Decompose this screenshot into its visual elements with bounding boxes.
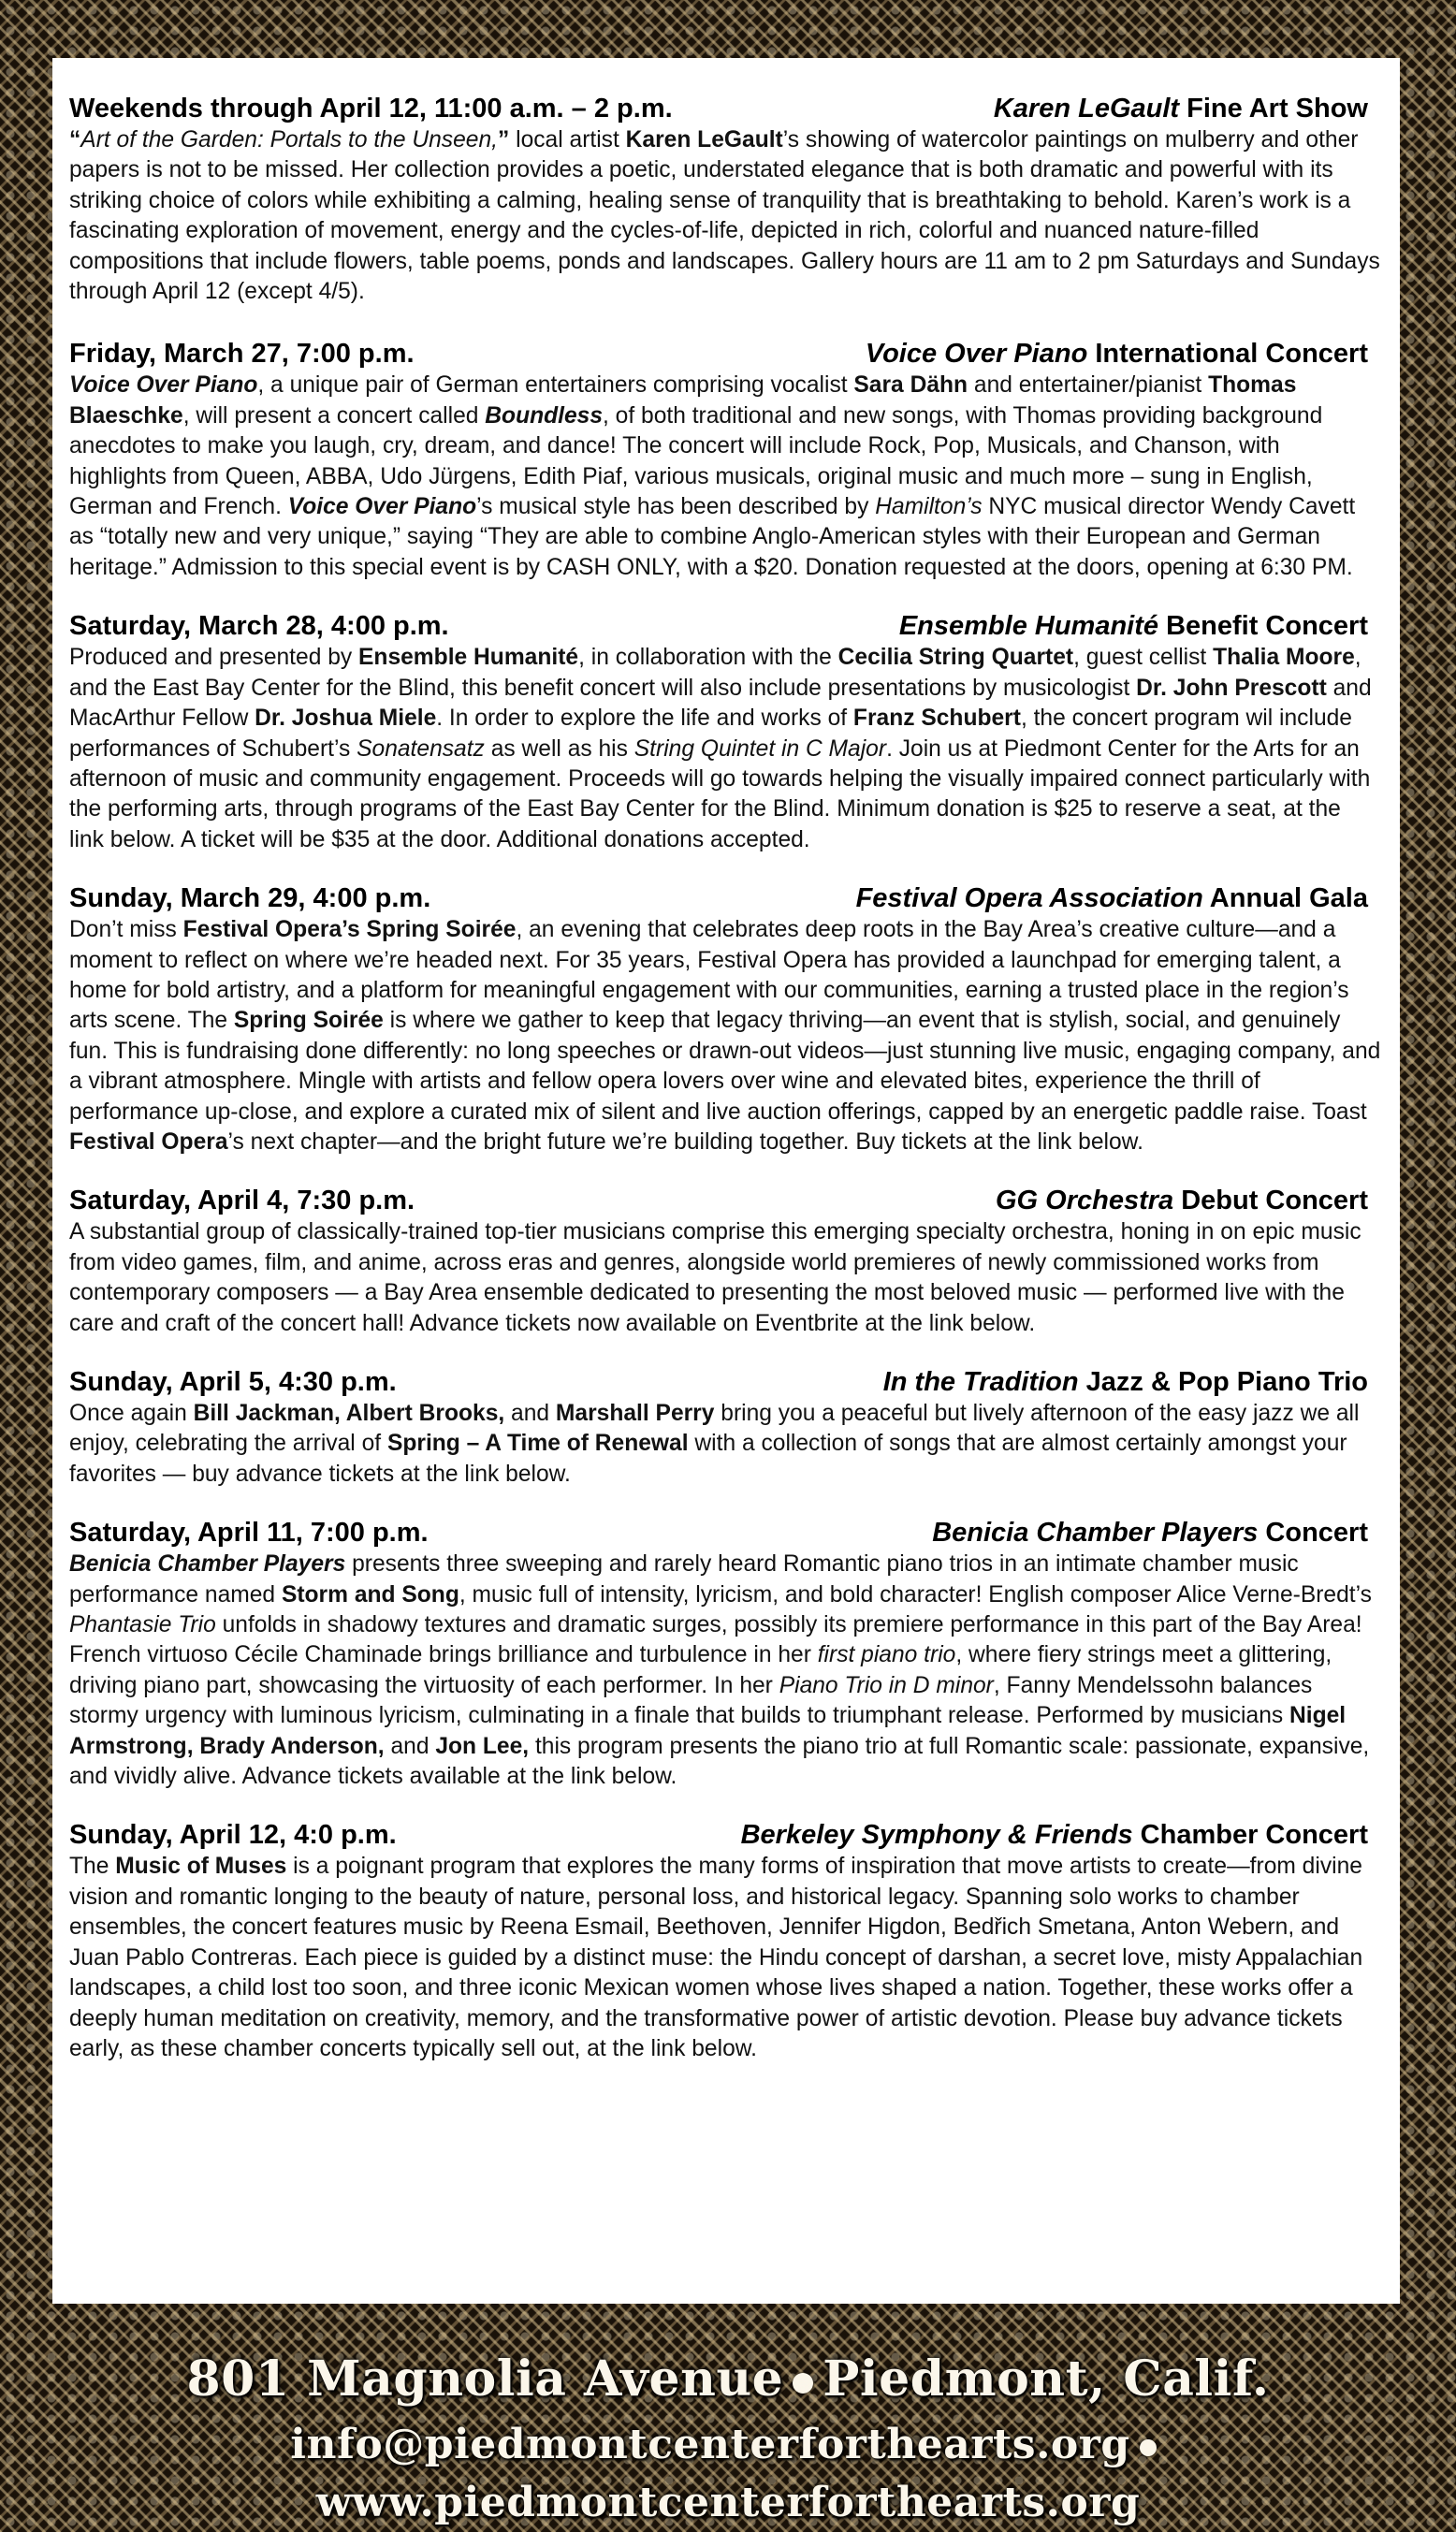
description-segment: is a poignant program that explores the many forms of inspiration that move artists to create—from divine vision and romantic longing to the beauty of nature, personal loss, and historical legacy. Spanning solo works to chamber ensembles, the concert features music by Reena Esmail, Beethoven, Jennifer Higdon, Bedřich Smetana, Anton Webern, and Juan Pablo Contreras. Each piece is guided by a distinct muse: the Hindu concept of darshan, a secret love, misty Appalachian landscapes, a child lost too soon, and three iconic Mexican women whose lives shaped a nation. Together, these works offer a deeply human meditation on creativity, memory, and the transformative power of artistic devotion. Please buy advance tickets early, as these chamber concerts typically sell out, at the link below. — [69, 1854, 1363, 2061]
description-segment: . Join us at Piedmont Center for the Arts for an afternoon of music and community engagement. Proceeds will go towards helping the visually impaired connect particularly with the performing arts, through programs of the East Bay Center for the Blind. Minimum donation is $25 to reserve a seat, at the link below. A ticket will be $35 at the door. Additional donations accepted. — [69, 735, 1371, 852]
event-heading — [69, 92, 1381, 125]
footer-city: Piedmont, Calif. — [823, 2350, 1270, 2408]
event-title — [856, 881, 1368, 915]
description-segment: Sara Dähn — [853, 372, 968, 399]
event-listing — [69, 92, 1381, 307]
description-segment: and — [384, 1733, 436, 1759]
description-segment: Voice Over Piano — [287, 494, 477, 520]
description-segment: Music of Muses — [115, 1854, 287, 1880]
event-description — [69, 125, 1381, 307]
description-segment: Thomas Blaeschke — [69, 372, 1297, 429]
description-segment: ’s showing of watercolor paintings on mulberry and other papers is not to be missed. Her collection provides a poetic, understated elegance that is both dramatic and powerful with its striking choice of colors while exhibiting a calming, healing sense of tranquility that is breathtaking to behold. Karen’s work is a fascinating exploration of movement, energy and the cycles-of-life, depicted in rich, colorful and nuanced nature-filled compositions that include flowers, table poems, ponds and landscapes. Gallery hours are 11 am to 2 pm Saturdays and Sundays through April 12 (except 4/5). — [69, 127, 1380, 305]
description-segment: , an evening that celebrates deep roots in the Bay Area’s creative culture—and a moment to reflect on where we’re headed next. For 35 years, Festival Opera has provided a launchpad for emerging talent, a home for bold artistry, and a platform for meaningful engagement with our communities, earning a trusted place in the region’s arts scene. The — [69, 917, 1349, 1034]
event-title-rest: Concert — [1258, 1518, 1368, 1549]
event-title — [996, 1184, 1368, 1217]
description-segment: A substantial group of classically-trained top-tier musicians comprise this emerging specialty orchestra, honing in on epic music from video games, film, and anime, across eras and genres, alongside world premieres of newly commissioned works from contemporary composers — a Bay Area ensemble dedicated to presenting the most beloved music — performed live with the care and craft of the concert hall! Advance tickets now available on Eventbrite at the link below. — [69, 1219, 1361, 1336]
event-title — [994, 92, 1368, 125]
event-date: Weekends through April 12, 11:00 a.m. – 2 p.m. — [69, 94, 673, 124]
description-segment: . In order to explore the life and works of — [436, 706, 853, 732]
description-segment: String Quintet in C Major — [633, 735, 887, 762]
description-segment: Don’t miss — [69, 917, 183, 943]
event-listing — [69, 1184, 1381, 1339]
description-segment: Sonatensatz — [357, 735, 485, 762]
bullet-icon — [793, 2373, 813, 2394]
event-title-italic: Karen LeGault — [993, 94, 1180, 124]
description-segment: and — [504, 1401, 556, 1426]
event-title-italic: Benicia Chamber Players — [932, 1518, 1259, 1549]
description-segment: “ — [69, 127, 81, 153]
event-title-rest: Jazz & Pop Piano Trio — [1078, 1367, 1368, 1397]
description-segment: The — [69, 1854, 116, 1880]
events-panel — [52, 58, 1400, 2304]
footer-website[interactable]: www.piedmontcenterforthearts.org — [315, 2479, 1141, 2526]
event-heading — [69, 1818, 1381, 1852]
event-title — [741, 1818, 1368, 1852]
event-heading — [69, 1184, 1381, 1217]
description-segment: Benicia Chamber Players — [69, 1551, 346, 1578]
description-segment: , a unique pair of German entertainers comprising vocalist — [257, 372, 854, 399]
event-title — [866, 337, 1368, 371]
description-segment: Voice Over Piano — [69, 372, 258, 399]
description-segment: presents three sweeping and rarely heard Romantic piano trios in an intimate chamber music performance named — [69, 1551, 1299, 1608]
event-description — [69, 1852, 1381, 2064]
event-title-italic: In the Tradition — [882, 1367, 1079, 1397]
event-date: Sunday, April 12, 4:0 p.m. — [69, 1820, 397, 1851]
description-segment: first piano trio — [817, 1642, 956, 1668]
description-segment: NYC musical director Wendy Cavett as “totally new and very unique,” saying “They are able to combine Anglo-American styles with their European and German heritage.” Admission to this special event is by CASH ONLY, with a $20. Donation requested at the doors, opening at 6:30 PM. — [69, 494, 1356, 580]
event-date: Sunday, April 5, 4:30 p.m. — [69, 1367, 397, 1397]
description-segment: Hamilton’s — [875, 494, 983, 520]
description-segment: ’s musical style has been described by — [476, 494, 876, 520]
description-segment: Thalia Moore — [1213, 645, 1355, 671]
description-segment: , Fanny Mendelssohn balances stormy urgency with luminous lyricism, culminating in a finale that builds to triumphant release. Performed by musicians — [69, 1672, 1313, 1729]
event-date: Sunday, March 29, 4:00 p.m. — [69, 883, 431, 914]
description-segment: , the concert program wil include performances of Schubert’s — [69, 706, 1352, 762]
event-description — [69, 371, 1381, 583]
event-title-rest: Chamber Concert — [1132, 1820, 1368, 1851]
footer-address-line — [0, 2347, 1456, 2412]
description-segment: Storm and Song — [281, 1581, 459, 1608]
event-description — [69, 1550, 1381, 1792]
description-segment: Marshall Perry — [555, 1401, 715, 1426]
event-date: Friday, March 27, 7:00 p.m. — [69, 339, 415, 370]
description-segment: , will present a concert called — [182, 402, 486, 429]
description-segment: Once again — [69, 1401, 194, 1426]
description-segment: local artist — [509, 127, 626, 153]
description-segment: Produced and presented by — [69, 645, 359, 671]
description-segment: Boundless — [485, 402, 604, 429]
event-listing — [69, 609, 1381, 855]
description-segment: Dr. Joshua Miele — [255, 706, 437, 732]
description-segment: ’s next chapter—and the bright future we’re building together. Buy tickets at the link below. — [227, 1128, 1143, 1155]
footer-contact-line — [0, 2416, 1456, 2532]
event-title-rest: Debut Concert — [1173, 1186, 1368, 1216]
description-segment: as well as his — [484, 735, 634, 762]
description-segment: Spring – A Time of Renewal — [386, 1431, 689, 1457]
event-listing — [69, 337, 1381, 583]
event-date: Saturday, April 11, 7:00 p.m. — [69, 1518, 429, 1549]
description-segment: , of both traditional and new songs, with Thomas providing background anecdotes to make you laugh, cry, dream, and dance! The concert will include Rock, Pop, Musicals, and Chanson, with highlights from Queen, ABBA, Udo Jürgens, Edith Piaf, various musicals, original music and much more – sung in English, German and French. — [69, 402, 1323, 520]
description-segment: Jon Lee, — [435, 1733, 530, 1759]
footer-address: 801 Magnolia Avenue — [186, 2350, 784, 2408]
event-description — [69, 915, 1381, 1157]
description-segment: and entertainer/pianist — [968, 372, 1209, 399]
event-title-italic: Berkeley Symphony & Friends — [740, 1820, 1133, 1851]
event-heading — [69, 337, 1381, 371]
event-heading — [69, 1516, 1381, 1550]
event-title — [899, 609, 1368, 643]
description-segment: , guest cellist — [1073, 645, 1214, 671]
description-segment: , in collaboration with the — [578, 645, 838, 671]
event-date: Saturday, April 4, 7:30 p.m. — [69, 1186, 415, 1216]
event-title-italic: Festival Opera Association — [855, 883, 1203, 914]
description-segment: Piano Trio in D minor — [779, 1672, 994, 1698]
event-title-rest: International Concert — [1087, 339, 1368, 370]
event-title-italic: GG Orchestra — [995, 1186, 1174, 1216]
description-segment: Festival Opera — [69, 1128, 228, 1155]
event-title-italic: Voice Over Piano — [865, 339, 1088, 370]
event-date: Saturday, March 28, 4:00 p.m. — [69, 611, 449, 642]
event-description — [69, 643, 1381, 855]
description-segment: , music full of intensity, lyricism, and bold character! English composer Alice Verne-Bredt’s — [459, 1581, 1372, 1608]
event-title-italic: Ensemble Humanité — [898, 611, 1159, 642]
event-title — [932, 1516, 1368, 1550]
description-segment: ” — [497, 127, 510, 153]
event-heading — [69, 609, 1381, 643]
event-listing — [69, 881, 1381, 1157]
description-segment: Nigel Armstrong, Brady Anderson, — [69, 1703, 1347, 1759]
event-description — [69, 1217, 1381, 1339]
event-title-rest: Annual Gala — [1202, 883, 1368, 914]
event-listing — [69, 1365, 1381, 1490]
description-segment: Franz Schubert — [852, 706, 1021, 732]
description-segment: Phantasie Trio — [69, 1612, 216, 1638]
bullet-icon — [1140, 2439, 1157, 2456]
description-segment: unfolds in shadowy textures and dramatic surges, possibly its premiere performance in this part of the Bay Area! French virtuoso Cécile Chaminade brings brilliance and turbulence in her — [69, 1612, 1362, 1668]
description-segment: this program presents the piano trio at full Romantic scale: passionate, expansive, and vividly alive. Advance tickets available at the link below. — [69, 1733, 1370, 1790]
description-segment: Spring Soirée — [233, 1008, 384, 1034]
event-listing — [69, 1516, 1381, 1792]
description-segment: bring you a peaceful but lively afternoon of the easy jazz we all enjoy, celebrating the arrival of — [69, 1401, 1360, 1457]
event-description — [69, 1399, 1381, 1490]
description-segment: Bill Jackman, Albert Brooks, — [193, 1401, 505, 1426]
event-heading — [69, 1365, 1381, 1399]
description-segment: Karen LeGault — [625, 127, 783, 153]
description-segment: , and the East Bay Center for the Blind, this benefit concert will also include presentations by musicologist — [69, 645, 1361, 701]
description-segment: Cecilia String Quartet — [837, 645, 1074, 671]
event-listing — [69, 1818, 1381, 2064]
event-title-rest: Benefit Concert — [1158, 611, 1368, 642]
description-segment: Festival Opera’s Spring Soirée — [182, 917, 517, 943]
event-title-rest: Fine Art Show — [1179, 94, 1368, 124]
footer-email[interactable]: info@piedmontcenterforthearts.org — [290, 2421, 1130, 2468]
event-title — [883, 1365, 1368, 1399]
description-segment: Art of the Garden: Portals to the Unseen, — [80, 127, 498, 153]
description-segment: with a collection of songs that are almost certainly amongst your favorites — buy advance tickets at the link below. — [69, 1431, 1347, 1487]
description-segment: Dr. John Prescott — [1136, 675, 1327, 701]
description-segment: , where fiery strings meet a glittering, driving piano part, showcasing the virtuosity of each performer. In her — [69, 1642, 1332, 1698]
description-segment: and MacArthur Fellow — [69, 675, 1372, 732]
description-segment: is where we gather to keep that legacy thriving—an event that is stylish, social, and genuinely fun. This is fundraising done differently: no long speeches or drawn-out videos—just stunning live music, engaging company, and a vibrant atmosphere. Mingle with artists and fellow opera lovers over wine and elevated bites, experience the thrill of performance up-close, and explore a curated mix of silent and live auction offerings, capped by an energetic paddle raise. Toast — [69, 1008, 1381, 1125]
description-segment: Ensemble Humanité — [358, 645, 579, 671]
event-heading — [69, 881, 1381, 915]
